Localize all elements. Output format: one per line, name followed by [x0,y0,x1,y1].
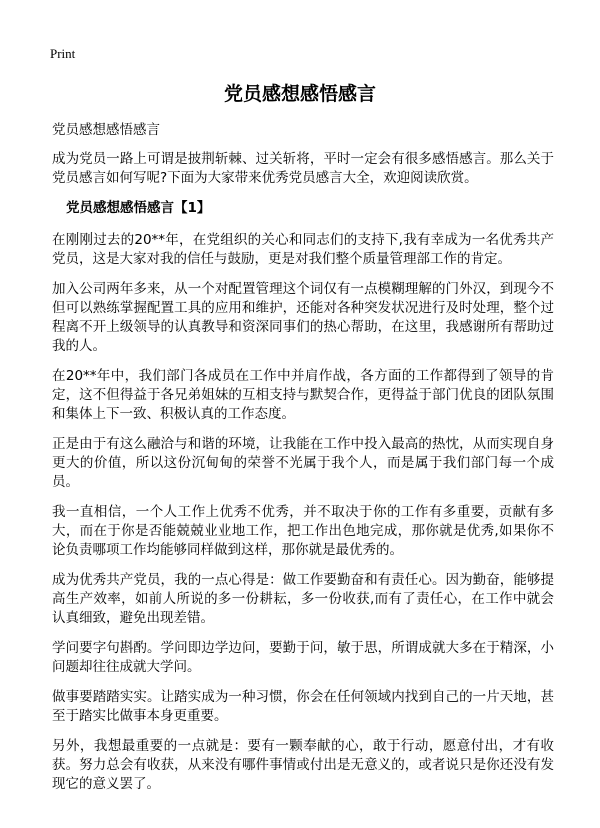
document-subtitle: 党员感想感悟感言 [52,122,160,138]
paragraph: 成为优秀共产党员，我的一点心得是：做工作要勤奋和有责任心。因为勤奋，能够提高生产效率，如前人所说的多一份耕耘，多一份收获,而有了责任心，在工作中就会认真细致，避免出现差错。 [52,572,554,626]
paragraph: 做事要踏踏实实。让踏实成为一种习惯，你会在任何领域内找到自己的一片天地，甚至于踏实比做事本身更重要。 [52,689,554,724]
section-heading: 党员感想感悟感言【1】 [66,200,211,216]
paragraph: 学问要字句斟酌。学问即边学边问，要勤于问，敏于思，所谓成就大多在于精深，小问题却往往成就大学问。 [52,640,554,675]
paragraph: 在20**年中，我们部门各成员在工作中并肩作战，各方面的工作都得到了领导的肯定，这不但得益于各兄弟姐妹的互相支持与默契合作，更得益于部门优良的团队氛围和集体上下一致、积极认真的工作态度。 [52,368,554,422]
paragraph: 另外，我想最重要的一点就是：要有一颗奉献的心，敢于行动，愿意付出，才有收获。努力总会有收获，从来没有哪件事情或付出是无意义的，或者说只是你还没有发现它的意义罢了。 [52,738,554,792]
intro-paragraph: 成为党员一路上可谓是披荆斩棘、过关斩将，平时一定会有很多感悟感言。那么关于党员感言如何写呢?下面为大家带来优秀党员感言大全，欢迎阅读欣赏。 [52,151,554,186]
paragraph: 在刚刚过去的20**年，在党组织的关心和同志们的支持下,我有幸成为一名优秀共产党员，这是大家对我的信任与鼓励，更是对我们整个质量管理部工作的肯定。 [52,232,554,267]
page-title: 党员感想感悟感言 [223,83,376,105]
print-label: Print [50,46,76,61]
paragraph: 正是由于有这么融洽与和谐的环境，让我能在工作中投入最高的热忱，从而实现自身更大的价值，所以这份沉甸甸的荣誉不光属于我个人，而是属于我们部门每一个成员。 [52,436,554,490]
article-body [52,150,554,805]
paragraph: 加入公司两年多来，从一个对配置管理这个词仅有一点模糊理解的门外汉，到现今不但可以熟练掌握配置工具的应用和维护，还能对各种突发状况进行及时处理，整个过程离不开上级领导的认真教导和资深同事们的热心帮助，在这里，我感谢所有帮助过我的人。 [52,281,554,354]
paragraph: 我一直相信，一个人工作上优秀不优秀，并不取决于你的工作有多重要，贡献有多大，而在于你是否能兢兢业业地工作，把工作出色地完成，那你就是优秀,如果你不论负责哪项工作均能够同样做到这样，那你就是最优秀的。 [52,504,554,558]
